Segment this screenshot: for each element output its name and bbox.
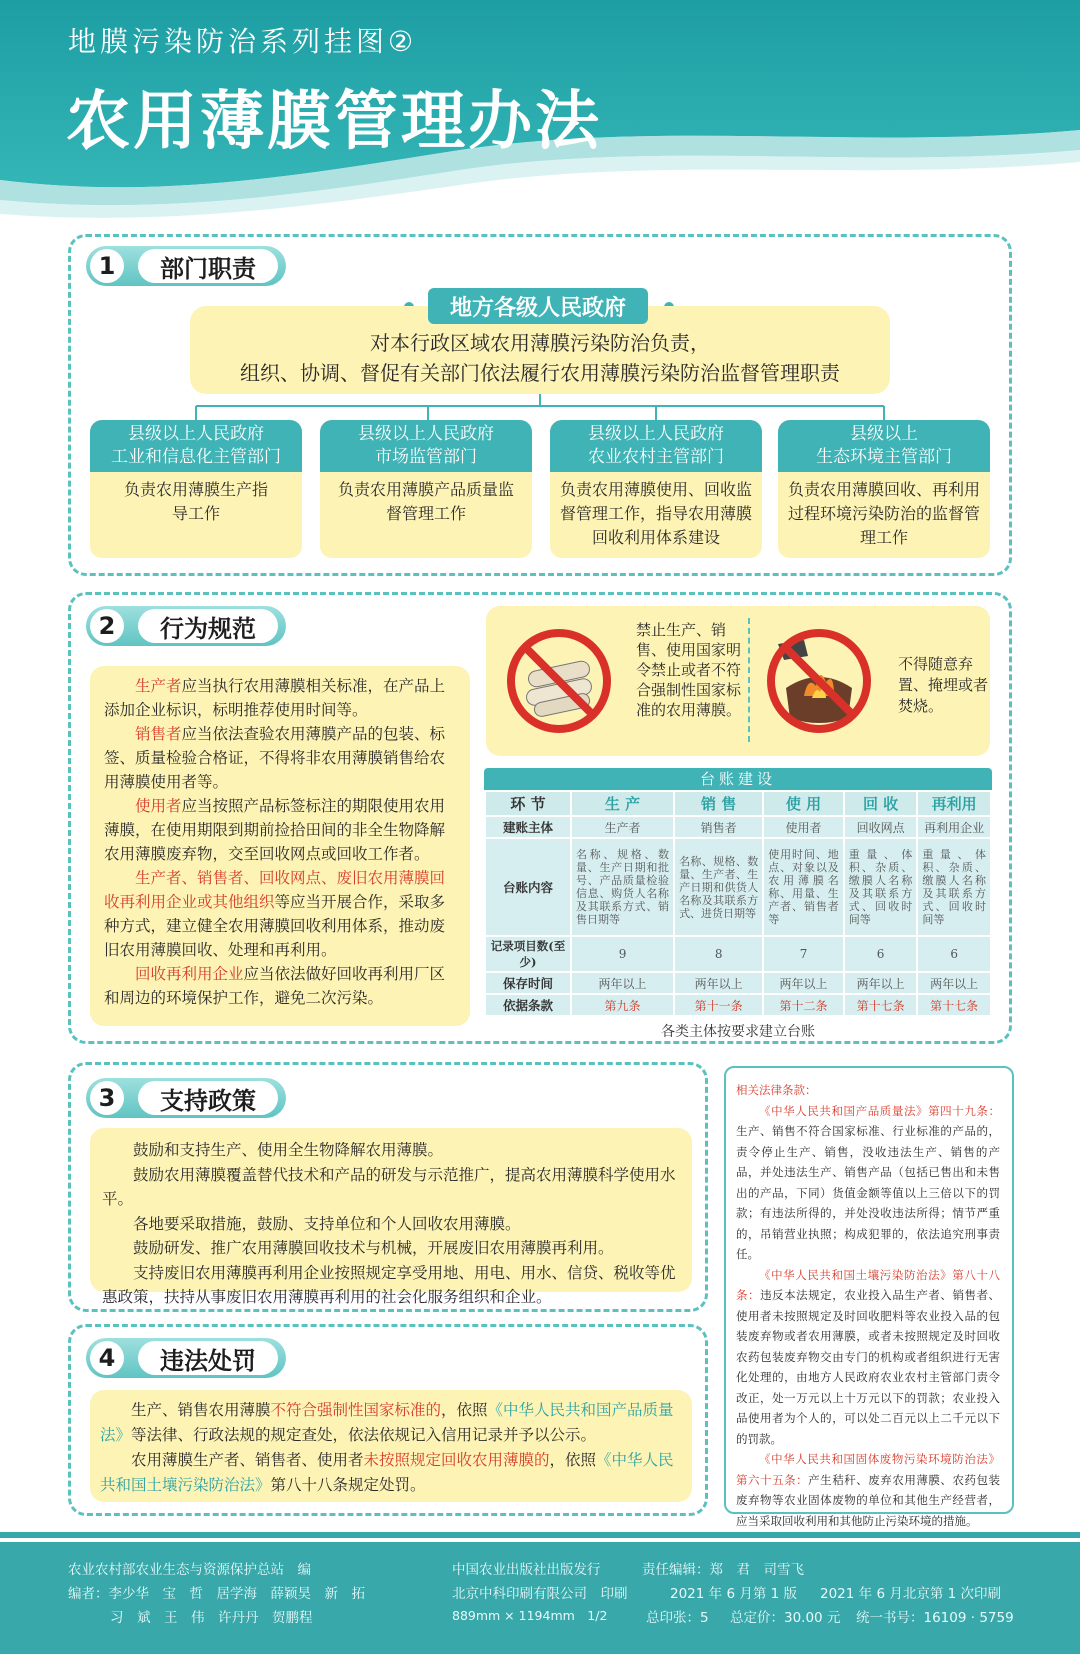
series-title: 地膜污染防治系列挂图② [68,25,418,58]
laws-heading: 相关法律条款： [736,1083,817,1097]
section-1-label: 部门职责 [138,249,278,283]
ledger-cell: 回收网点 [845,817,917,837]
department-industry-text: 负责农用薄膜生产指导工作 [123,480,268,523]
ledger-cell: 6 [918,937,990,971]
ledger-cell: 名称、规格、数量、生产日期和批号、产品质量检验信息、购货人名称及其联系方式、销售日期等 [572,839,673,935]
ban-text-disposal: 不得随意弃置、掩埋或者焚烧。 [898,655,989,715]
ledger-row-label: 建账主体 [486,817,570,837]
footer-printer: 北京中科印刷有限公司 印刷 [452,1586,628,1602]
section-4-number: 4 [90,1341,124,1375]
ledger-row-subject [486,817,990,837]
law-article-soil-pollution: 《中华人民共和国土壤污染防治法》第八十八条：违反本法规定，农业投入品生产者、销售者、使用者未按照规定及时回收肥料等农业投入品的包装废弃物或者农用薄膜，或者未按照规定及时回收农药包装废弃物交由专门的机构或者组织进行无害化处理的，由地方人民政府农业农村主管部门责令改正，处一万元以上十万元以下的罚款；农业投入品使用者为个人的，可以处二百元以上二千元以下的罚款。 [736,1267,1001,1446]
ledger-row-count [486,937,990,971]
ledger-header-cell: 环 节 [486,792,570,815]
prohibited-burning-icon [764,626,874,736]
prohibited-film-rolls-icon [504,626,614,736]
department-market-text: 负责农用薄膜产品质量监督管理工作 [337,480,514,523]
ledger-cell: 第九条 [572,995,673,1015]
ledger-cell: 再利用企业 [918,817,990,837]
department-environment-text: 负责农用薄膜回收、再利用过程环境污染防治的监督管理工作 [787,480,980,547]
ledger-cell: 使用时间、地点、对象以及农用薄膜名称、用量、生产者、销售者等 [764,839,843,935]
ban-text-production: 禁止生产、销售、使用国家明令禁止或者不符合强制性国家标准的农用薄膜。 [636,621,742,719]
penalty-item-standards: 生产、销售农用薄膜不符合强制性国家标准的，依照《中华人民共和国产品质量法》等法律、行政法规的规定查处，依法依规记入信用记录并予以公示。 [100,1401,674,1444]
ledger-table [484,790,992,1017]
ledger-cell: 两年以上 [918,973,990,993]
ban-divider [748,618,750,742]
penalty-item-recycling: 农用薄膜生产者、销售者、使用者未按照规定回收农用薄膜的，依照《中华人民共和国土壤污染防治法》第八十八条规定处罚。 [100,1451,674,1494]
ledger-note: 各类主体按要求建立台账 [661,1024,815,1040]
ledger-cell: 6 [845,937,917,971]
policy-item: 鼓励研发、推广农用薄膜回收技术与机械，开展废旧农用薄膜再利用。 [133,1239,614,1257]
ledger-cell: 使用者 [764,817,843,837]
department-industry-title: 县级以上人民政府 工业和信息化主管部门 [90,420,302,472]
ledger-row-label: 保存时间 [486,973,570,993]
government-duty-line-2: 组织、协调、督促有关部门依法履行农用薄膜污染防治监督管理职责 [240,361,840,385]
ledger-header-cell: 生 产 [572,792,673,815]
section-3-tag [86,1078,286,1118]
footer [0,1542,1080,1654]
footer-stripe [0,1532,1080,1538]
conduct-seller: 销售者应当依法查验农用薄膜产品的包装、标签、质量检验合格证，不得将非农用薄膜销售给农用薄膜使用者等。 [104,725,446,791]
footer-editor: 农业农村部农业生态与资源保护总站 编 [68,1562,311,1578]
section-2-label: 行为规范 [138,609,278,643]
footer-price: 总定价：30.00 元 [730,1610,841,1626]
conduct-cooperation: 生产者、销售者、回收网点、废旧农用薄膜回收再利用企业或其他组织等应当开展合作，采取多种方式，建立健全农用薄膜回收利用体系，推动废旧农用薄膜回收、处理和再利用。 [104,869,446,959]
ledger-row-label: 记录项目数(至少) [486,937,570,971]
ledger-title: 台账建设 [484,768,992,790]
government-duty-line-1: 对本行政区域农用薄膜污染防治负责， [370,331,710,355]
department-market [320,420,532,558]
department-connector-lines [190,394,890,422]
footer-sheets: 总印张：5 [646,1610,709,1626]
ledger-row-label: 台账内容 [486,839,570,935]
footer-responsible-editor: 责任编辑：郑 君 司雪飞 [642,1562,804,1578]
ledger-cell: 生产者 [572,817,673,837]
ledger-row-basis [486,995,990,1015]
section-1-number: 1 [90,249,124,283]
government-title: 地方各级人民政府 [428,288,648,324]
ledger-row-content [486,839,990,935]
penalty-box [90,1390,692,1502]
section-4-label: 违法处罚 [138,1341,278,1375]
section-2-tag [86,606,286,646]
section-4-tag [86,1338,286,1378]
department-industry [90,420,302,558]
ledger-header-cell: 回 收 [845,792,917,815]
main-title: 农用薄膜管理办法 [66,84,602,159]
ledger-cell: 名称、规格、数量、生产者、生产日期和供货人名称及其联系方式、进货日期等 [675,839,762,935]
footer-authors-2: 习 斌 王 伟 许丹丹 贺鹏程 [110,1610,313,1626]
department-environment-title: 县级以上 生态环境主管部门 [778,420,990,472]
department-market-title: 县级以上人民政府 市场监管部门 [320,420,532,472]
conduct-recycler: 回收再利用企业应当依法做好回收再利用厂区和周边的环境保护工作，避免二次污染。 [104,965,446,1007]
ledger-cell: 8 [675,937,762,971]
footer-isbn: 统一书号：16109 · 5759 [856,1610,1014,1626]
ledger-cell: 两年以上 [764,973,843,993]
ledger-header-cell: 再利用 [918,792,990,815]
ledger-row-label: 依据条款 [486,995,570,1015]
footer-format: 889mm × 1194mm 1/2 [452,1608,608,1623]
ledger-cell: 第十七条 [845,995,917,1015]
policy-item: 各地要采取措施，鼓励、支持单位和个人回收农用薄膜。 [133,1214,521,1233]
ledger-cell: 重量、体积、杂质、缴膜人名称及其联系方式、回收时间等 [845,839,917,935]
conduct-producer: 生产者应当执行农用薄膜相关标准，在产品上添加企业标识，标明推荐使用时间等。 [104,677,446,719]
ledger-cell: 第十二条 [764,995,843,1015]
ledger-cell: 两年以上 [675,973,762,993]
department-agriculture-text: 负责农用薄膜使用、回收监督管理工作，指导农用薄膜回收利用体系建设 [559,480,752,547]
ledger-row-retention [486,973,990,993]
law-article-solid-waste: 《中华人民共和国固体废物污染环境防治法》第六十五条：产生秸秆、废弃农用薄膜、农药包装废弃物等农业固体废物的单位和其他生产经营者，应当采取回收利用和其他防止污染环境的措施。 [736,1452,1001,1528]
ledger-cell: 9 [572,937,673,971]
ledger-header-row [486,792,990,815]
section-1-tag [86,246,286,286]
section-3-label: 支持政策 [138,1081,278,1115]
ledger-table-block [484,768,992,1041]
ledger-header-cell: 使 用 [764,792,843,815]
header-banner [0,0,1080,230]
conduct-user: 使用者应当按照产品标签标注的期限使用农用薄膜，在使用期限到期前捡拾田间的非全生物降解农用薄膜废弃物，交至回收网点或回收工作者。 [104,797,446,863]
ledger-cell: 销售者 [675,817,762,837]
ledger-header-cell: 销 售 [675,792,762,815]
section-2-number: 2 [90,609,124,643]
department-agriculture [550,420,762,558]
ledger-cell: 两年以上 [572,973,673,993]
conduct-rules-box [90,666,470,1026]
policy-item: 鼓励农用薄膜覆盖替代技术和产品的研发与示范推广，提高农用薄膜科学使用水平。 [102,1165,676,1208]
footer-publisher: 中国农业出版社出版发行 [452,1562,601,1578]
policy-item: 支持废旧农用薄膜再利用企业按照规定享受用地、用电、用水、信贷、税收等优惠政策，扶持从事废旧农用薄膜再利用的社会化服务组织和企业。 [102,1263,676,1306]
ledger-cell: 两年以上 [845,973,917,993]
ledger-cell: 第十一条 [675,995,762,1015]
department-environment [778,420,990,558]
policy-item: 鼓励和支持生产、使用全生物降解农用薄膜。 [133,1141,444,1159]
section-3-number: 3 [90,1081,124,1115]
ledger-cell: 7 [764,937,843,971]
ledger-cell: 第十七条 [918,995,990,1015]
law-article-product-quality: 《中华人民共和国产品质量法》第四十九条：生产、销售不符合国家标准、行业标准的产品的，责令停止生产、销售，没收违法生产、销售的产品，并处违法生产、销售产品（包括已售出和未售出的产品，下同）货值金额等值以上三倍以下的罚款；有违法所得的，并处没收违法所得；情节严重的，吊销营业执照；构成犯罪的，依法追究刑事责任。 [736,1103,1000,1261]
footer-printing: 2021 年 6 月北京第 1 次印刷 [820,1586,1001,1602]
support-policy-box [90,1128,692,1306]
department-agriculture-title: 县级以上人民政府 农业农村主管部门 [550,420,762,472]
ledger-cell: 重量、体积、杂质、缴膜人名称及其联系方式、回收时间等 [918,839,990,935]
footer-authors-1: 编者：李少华 宝 哲 居学海 薛颖昊 新 拓 [68,1586,365,1602]
related-laws-scroll [724,1066,1014,1528]
footer-edition: 2021 年 6 月第 1 版 [670,1586,797,1602]
